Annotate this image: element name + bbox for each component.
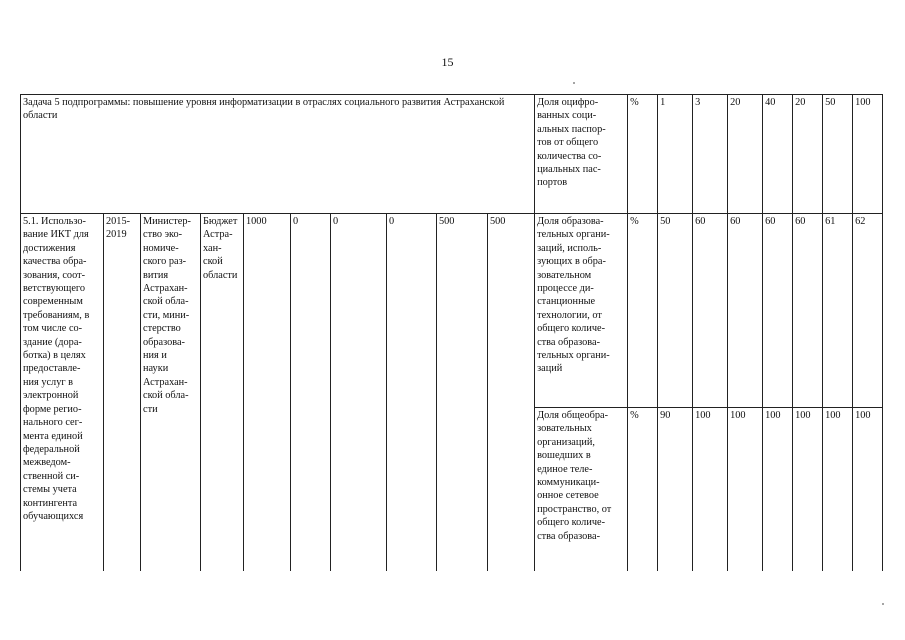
indicator-1-value-5: 60 [793,214,823,408]
measure-source: Бюджет Астра- хан- ской области [201,214,244,572]
indicator-1-unit: % [628,214,658,408]
indicator-1-value-1: 50 [658,214,693,408]
task-value-1: 1 [658,95,693,214]
task-value-7: 100 [853,95,883,214]
financing-year-5: 500 [488,214,535,572]
task-indicator: Доля оцифро- ванных соци- альных паспор- тов от общего количества со- циальных пас- портов [535,95,628,214]
indicator-1-text: Доля образова- тельных органи- заций, исполь- зующих в обра- зовательном процессе ди- станционные технологии, от общего количе- ства образова- тельных органи- заций [535,214,628,408]
measure-period: 2015- 2019 [104,214,141,572]
financing-year-3: 0 [387,214,437,572]
indicator-2-value-4: 100 [763,408,793,572]
indicator-1-value-2: 60 [693,214,728,408]
task-value-5: 20 [793,95,823,214]
task-value-3: 20 [728,95,763,214]
indicator-1-value-7: 62 [853,214,883,408]
scan-speck [882,603,884,605]
indicator-2-value-2: 100 [693,408,728,572]
measure-row [21,214,883,408]
task-row [21,95,883,214]
task-description: Задача 5 подпрограммы: повышение уровня информатизации в отраслях социального развития Астраханской области [21,95,535,214]
measure-executor: Министер- ство эко- номиче- ского раз- вития Астрахан- ской обла- сти, мини- стерство образова- ния и науки Астрахан- ской обла- сти [141,214,201,572]
financing-year-1: 0 [291,214,331,572]
indicator-2-value-1: 90 [658,408,693,572]
indicator-2-unit: % [628,408,658,572]
indicator-1-value-6: 61 [823,214,853,408]
indicator-1-value-4: 60 [763,214,793,408]
financing-year-2: 0 [331,214,387,572]
task-value-4: 40 [763,95,793,214]
program-table [20,94,883,571]
financing-total: 1000 [244,214,291,572]
task-value-2: 3 [693,95,728,214]
indicator-2-value-7: 100 [853,408,883,572]
page-number: 15 [441,55,454,69]
financing-year-4: 500 [437,214,488,572]
indicator-1-value-3: 60 [728,214,763,408]
indicator-2-text: Доля общеобра- зовательных организаций, вошедших в единое теле- коммуникаци- онное сетевое пространство, от общего количе- ства образова- [535,408,628,572]
scan-speck [573,82,575,84]
indicator-2-value-5: 100 [793,408,823,572]
task-unit: % [628,95,658,214]
indicator-2-value-3: 100 [728,408,763,572]
task-value-6: 50 [823,95,853,214]
indicator-2-value-6: 100 [823,408,853,572]
measure-name: 5.1. Использо- вание ИКТ для достижения качества обра- зования, соот- ветствующего современным требованиям, в том числе со- здание (дора- ботка) в целях предоставле- ния услуг в электронной форме регио- нального сег- мента единой федеральной межведом- ственной си- стемы учета контингента обучающихся [21,214,104,572]
